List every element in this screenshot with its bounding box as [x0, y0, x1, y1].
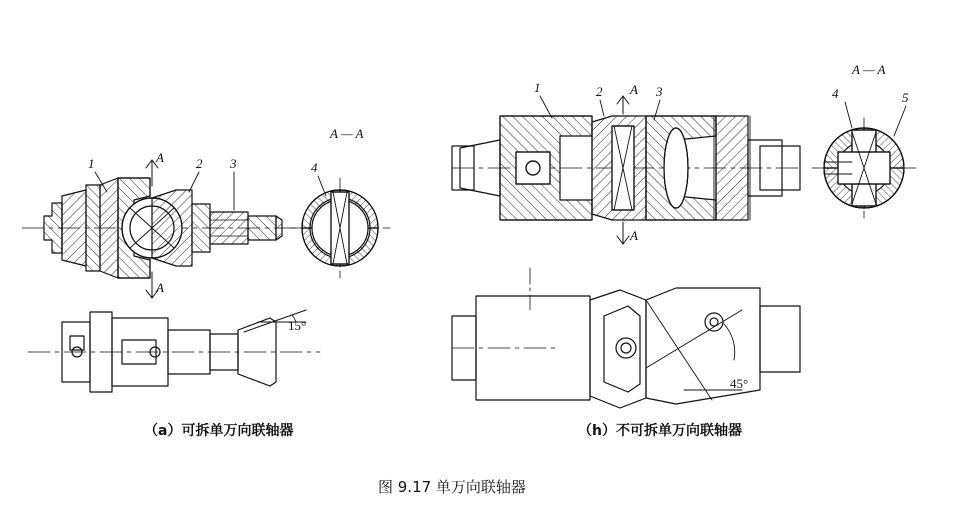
left-front-view — [28, 310, 320, 392]
left-part-number-3: 3 — [230, 156, 237, 171]
left-section-mark-top: A — [156, 150, 164, 165]
right-section-title: A — A — [852, 62, 886, 77]
left-section-mark-bottom: A — [156, 280, 164, 295]
figure-caption: 图 9.17 单万向联轴器 — [378, 478, 526, 496]
right-part-number-2: 2 — [596, 84, 603, 99]
left-angle-label: 15° — [288, 318, 307, 333]
subfigure-h-caption: （h）不可拆单万向联轴器 — [578, 423, 742, 439]
left-section-title: A — A — [330, 126, 364, 141]
right-section-AA — [812, 102, 916, 218]
right-section-mark-bottom: A — [630, 228, 638, 243]
right-part-number-3: 3 — [656, 84, 663, 99]
right-sectional-view — [452, 96, 800, 244]
right-section-mark-top: A — [630, 82, 638, 97]
subfigure-a-caption: （a）可拆单万向联轴器 — [144, 423, 294, 439]
right-part-number-5: 5 — [902, 90, 909, 105]
left-section-AA — [290, 176, 390, 278]
right-angle-label: 45° — [730, 376, 749, 391]
right-part-number-4: 4 — [832, 86, 839, 101]
left-part-number-2: 2 — [196, 156, 203, 171]
left-part-number-4: 4 — [311, 160, 318, 175]
left-part-number-1: 1 — [88, 156, 95, 171]
left-sectional-view — [22, 160, 330, 298]
right-part-number-1: 1 — [534, 80, 541, 95]
